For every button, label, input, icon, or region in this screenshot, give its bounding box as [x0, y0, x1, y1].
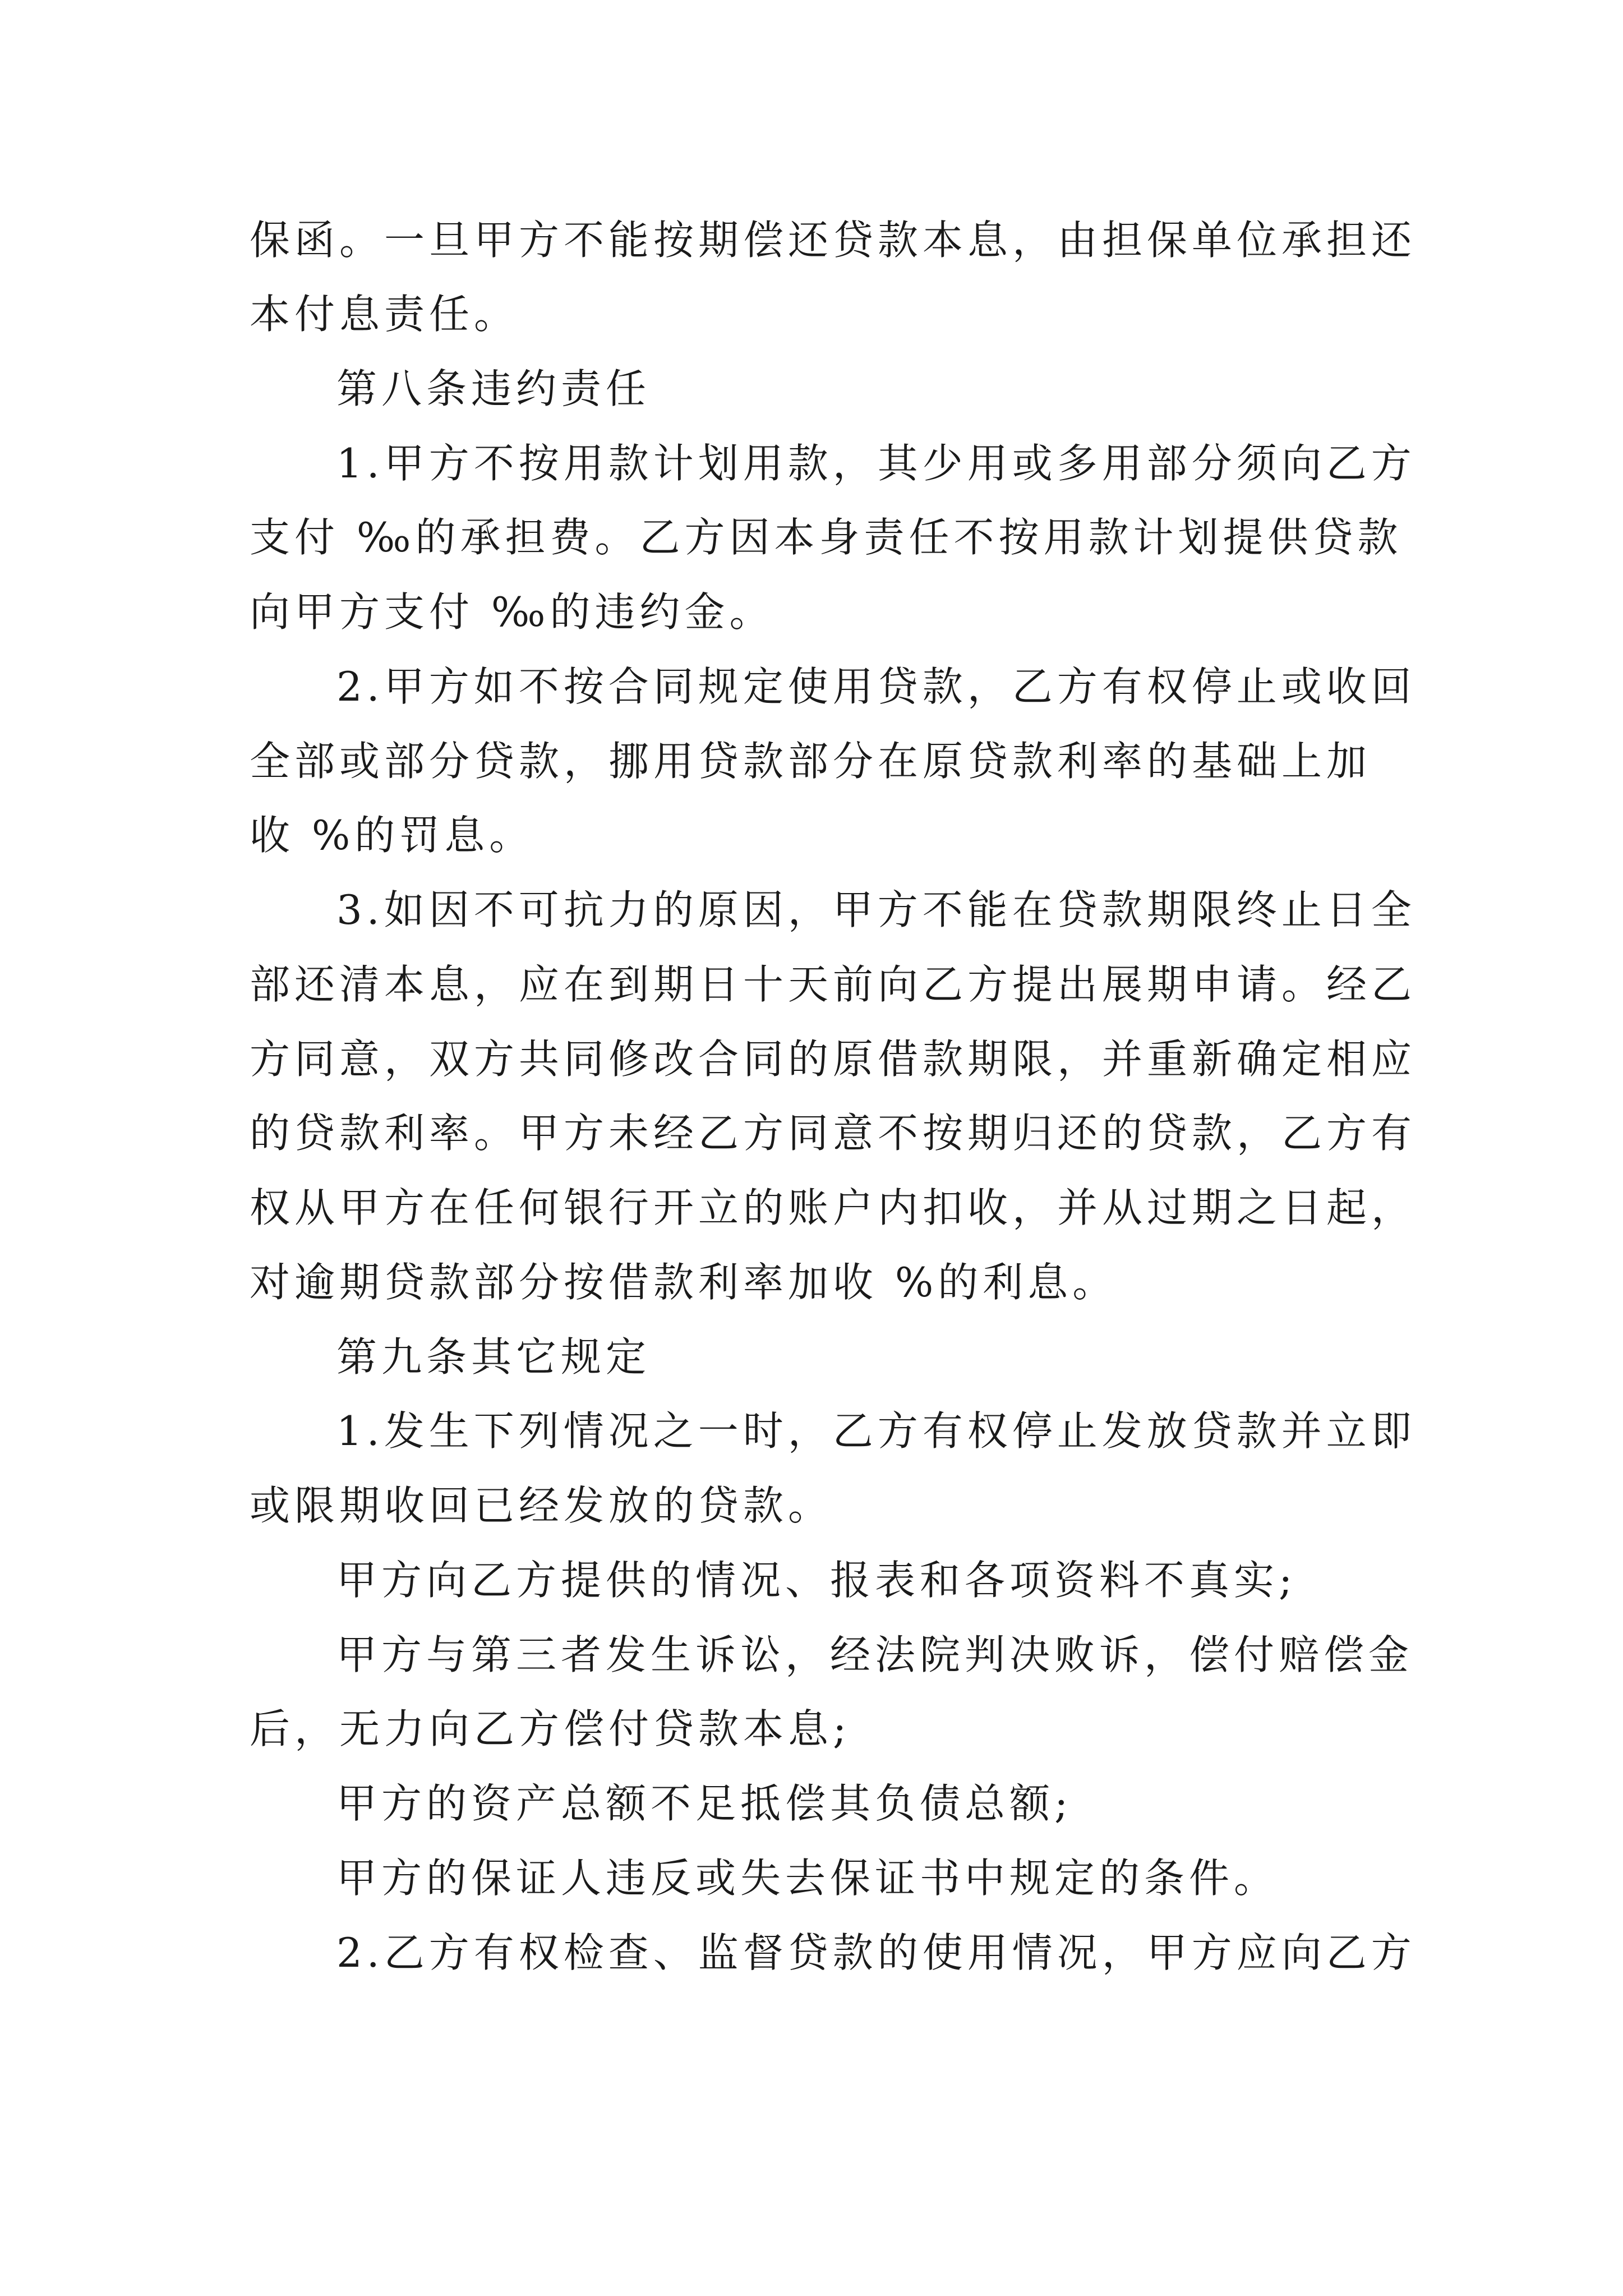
text-line: 甲方与第三者发生诉讼，经法院判决败诉，偿付赔偿金 — [336, 1631, 1414, 1678]
text-line: 向甲方支付 ‰的违约金。 — [250, 588, 774, 636]
section-heading: 第九条其它规定 — [336, 1333, 651, 1381]
text-line: 1.甲方不按用款计划用款，其少用或多用部分须向乙方 — [336, 440, 1416, 487]
text-line: 收 %的罚息。 — [250, 812, 534, 859]
text-line: 3.如因不可抗力的原因，甲方不能在贷款期限终止日全 — [336, 886, 1416, 933]
text-line: 支付 ‰的承担费。乙方因本身责任不按用款计划提供贷款 — [250, 514, 1403, 561]
text-line: 甲方向乙方提供的情况、报表和各项资料不真实; — [336, 1557, 1297, 1604]
text-line: 或限期收回已经发放的贷款。 — [250, 1482, 833, 1529]
text-line: 全部或部分贷款，挪用贷款部分在原贷款利率的基础上加 — [250, 738, 1372, 785]
text-line: 的贷款利率。甲方未经乙方同意不按期归还的贷款，乙方有 — [250, 1110, 1417, 1157]
section-heading: 第八条违约责任 — [336, 365, 651, 412]
text-line: 权从甲方在任何银行开立的账户内扣收，并从过期之日起， — [250, 1184, 1417, 1231]
text-line: 2.甲方如不按合同规定使用贷款，乙方有权停止或收回 — [336, 663, 1416, 710]
text-line: 保函。一旦甲方不能按期偿还贷款本息，由担保单位承担还 — [250, 217, 1417, 264]
text-line: 对逾期贷款部分按借款利率加收 %的利息。 — [250, 1259, 1118, 1306]
text-line: 1.发生下列情况之一时，乙方有权停止发放贷款并立即 — [336, 1407, 1416, 1455]
text-line: 本付息责任。 — [250, 291, 519, 338]
text-line: 甲方的保证人违反或失去保证书中规定的条件。 — [336, 1855, 1279, 1902]
text-line: 部还清本息，应在到期日十天前向乙方提出展期申请。经乙 — [250, 961, 1417, 1008]
text-line: 甲方的资产总额不足抵偿其负债总额; — [336, 1780, 1073, 1827]
text-line: 后，无力向乙方偿付贷款本息; — [250, 1705, 851, 1752]
text-line: 2.乙方有权检查、监督贷款的使用情况，甲方应向乙方 — [336, 1929, 1416, 1976]
text-line: 方同意，双方共同修改合同的原借款期限，并重新确定相应 — [250, 1036, 1417, 1083]
